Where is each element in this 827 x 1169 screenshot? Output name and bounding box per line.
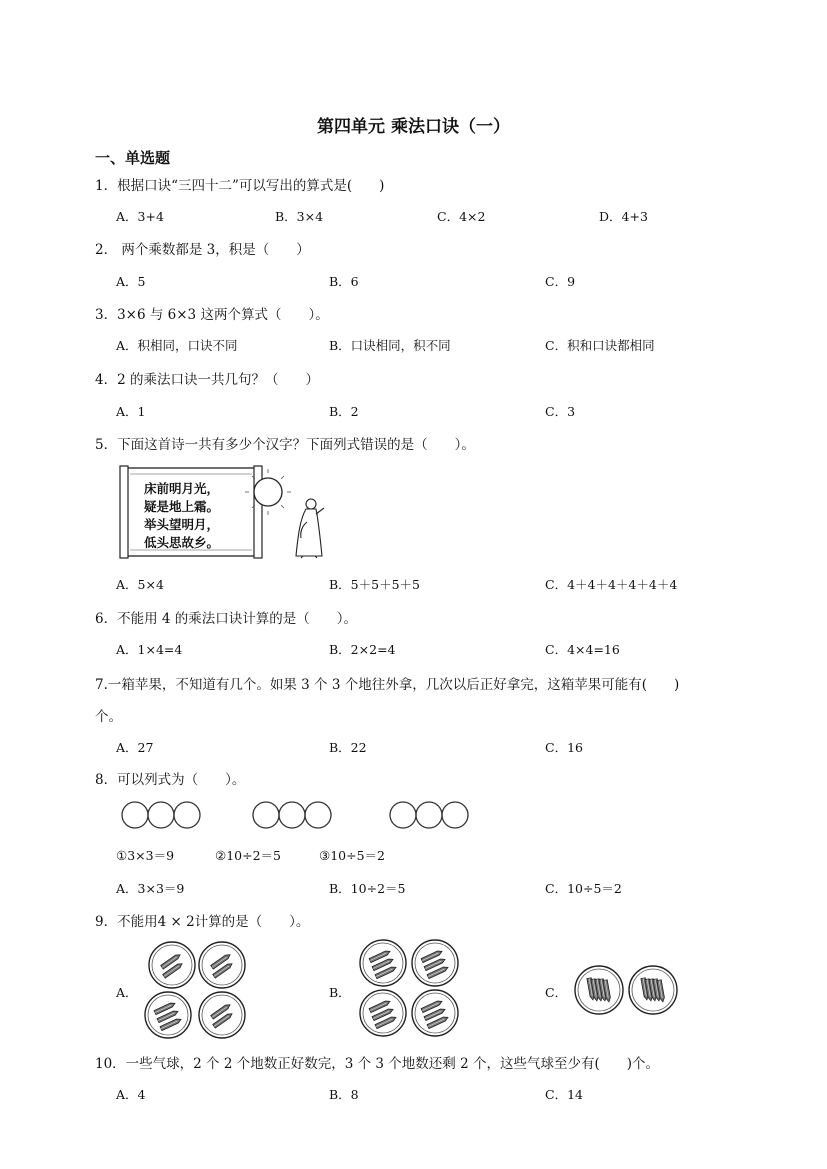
q5-option-a[interactable]: A．5×4 — [116, 577, 164, 592]
q8-formula-1: ①3×3＝9 — [116, 848, 175, 863]
poem-illustration — [118, 464, 336, 560]
circle-icon — [416, 802, 442, 828]
q8-formula-3: ③10÷5＝2 — [319, 848, 385, 863]
circle-icon — [390, 802, 416, 828]
q2-option-a[interactable]: A．5 — [116, 274, 146, 289]
q8-option-b[interactable]: B．10÷2＝5 — [329, 881, 406, 896]
option-a-plates — [145, 942, 245, 1038]
pencil-plate-icon — [360, 990, 406, 1036]
circle-icon — [442, 802, 468, 828]
poem-line-3: 举头望明月， — [144, 517, 220, 532]
circle-icon — [279, 802, 305, 828]
pencil-plate-icon — [199, 942, 245, 988]
q8-option-c[interactable]: C．10÷5＝2 — [545, 881, 622, 896]
q4-option-a[interactable]: A．1 — [116, 404, 146, 419]
poet-figure-icon — [296, 499, 324, 558]
pencil-plate-icon — [145, 992, 191, 1038]
q3-option-b[interactable]: B．口诀相同，积不同 — [329, 338, 451, 353]
pencil-plate-icon — [575, 966, 623, 1014]
circle-icon — [122, 802, 148, 828]
q1-option-c[interactable]: C．4×2 — [437, 209, 486, 224]
q3-option-a[interactable]: A．积相同，口诀不同 — [116, 338, 238, 353]
q4-option-c[interactable]: C．3 — [545, 404, 576, 419]
q5-option-b[interactable]: B．5＋5＋5＋5 — [329, 577, 420, 592]
question-7-stem: 7.一箱苹果，不知道有几个。如果 3 个 3 个地往外拿，几次以后正好拿完，这箱苹果可能有( ) — [95, 677, 680, 693]
pencil-plate-icon — [629, 966, 677, 1014]
question-9-stem: 9．不能用4 × 2计算的是（ ）。 — [95, 914, 310, 930]
question-4-stem: 4．2 的乘法口诀一共几句？（ ） — [95, 372, 319, 388]
q9-option-c[interactable]: C． — [545, 985, 568, 1000]
q10-option-a[interactable]: A．4 — [116, 1087, 146, 1102]
q6-option-c[interactable]: C．4×4=16 — [545, 642, 620, 657]
q6-option-b[interactable]: B．2×2=4 — [329, 642, 396, 657]
pencil-plate-icon — [199, 992, 245, 1038]
circle-icon — [253, 802, 279, 828]
poem-lines — [144, 480, 219, 552]
question-3-stem: 3．3×6 与 6×3 这两个算式（ ）。 — [95, 307, 329, 323]
pencil-plate-icon — [149, 942, 195, 988]
q7-option-c[interactable]: C．16 — [545, 740, 583, 755]
q5-option-c[interactable]: C．4＋4＋4＋4＋4＋4 — [545, 577, 678, 592]
circle-icon — [148, 802, 174, 828]
q7-option-b[interactable]: B．22 — [329, 740, 367, 755]
poem-line-2: 疑是地上霜。 — [144, 499, 220, 514]
question-8-stem: 8．可以列式为（ ）。 — [95, 772, 246, 788]
q10-option-c[interactable]: C．14 — [545, 1087, 583, 1102]
q4-option-b[interactable]: B．2 — [329, 404, 359, 419]
q1-option-b[interactable]: B．3×4 — [275, 209, 324, 224]
circle-icon — [305, 802, 331, 828]
section-heading: 一、单选题 — [95, 149, 171, 167]
question-7-stem-continued: 个。 — [95, 709, 122, 725]
q8-option-a[interactable]: A．3×3＝9 — [116, 881, 185, 896]
q1-option-a[interactable]: A．3+4 — [116, 209, 164, 224]
q2-option-b[interactable]: B．6 — [329, 274, 359, 289]
q8-formula-2: ②10÷2＝5 — [215, 848, 281, 863]
q6-option-a[interactable]: A．1×4=4 — [116, 642, 183, 657]
circle-icon — [174, 802, 200, 828]
poem-line-4: 低头思故乡。 — [144, 535, 220, 550]
q9-option-b[interactable]: B． — [329, 985, 351, 1000]
question-10-stem: 10．一些气球，2 个 2 个地数正好数完，3 个 3 个地数还剩 2 个，这些气球至少有( )个。 — [95, 1056, 659, 1072]
question-2-stem: 2． 两个乘数都是 3，积是（ ） — [95, 242, 310, 258]
q3-option-c[interactable]: C．积和口诀都相同 — [545, 338, 655, 353]
option-b-plates — [360, 940, 458, 1036]
page-title: 第四单元 乘法口诀（一） — [317, 117, 510, 137]
pencil-plate-icon — [412, 990, 458, 1036]
q7-option-a[interactable]: A．27 — [116, 740, 154, 755]
pencil-plate-icon — [360, 940, 406, 986]
question-6-stem: 6．不能用 4 的乘法口诀计算的是（ ）。 — [95, 611, 358, 627]
question-1-stem: 1．根据口诀“三四十二”可以写出的算式是( ) — [95, 178, 385, 194]
pencil-plate-icon — [412, 940, 458, 986]
moon-icon — [254, 478, 282, 506]
poem-line-1: 床前明月光， — [144, 481, 220, 496]
q2-option-c[interactable]: C．9 — [545, 274, 576, 289]
question-5-stem: 5．下面这首诗一共有多少个汉字？下面列式错误的是（ ）。 — [95, 437, 475, 453]
option-c-plates — [575, 966, 677, 1014]
q9-option-a[interactable]: A． — [116, 985, 138, 1000]
q10-option-b[interactable]: B．8 — [329, 1087, 359, 1102]
q1-option-d[interactable]: D．4+3 — [599, 209, 648, 224]
